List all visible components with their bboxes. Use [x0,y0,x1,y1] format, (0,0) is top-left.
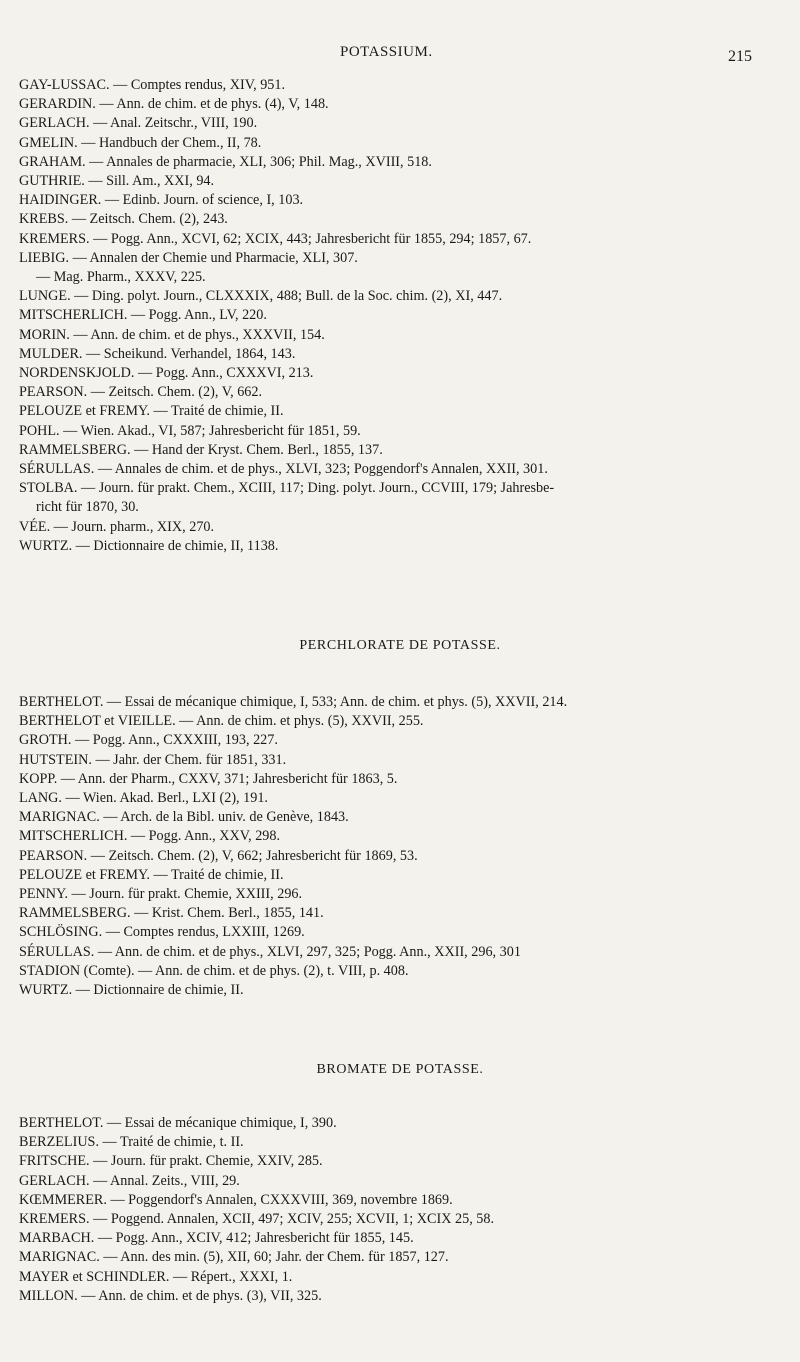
reference-entry: BERTHELOT et VIEILLE. — Ann. de chim. et phys. (5), XXVII, 255. [19,713,424,730]
reference-entry: MITSCHERLICH. — Pogg. Ann., XXV, 298. [19,828,281,845]
reference-entry: GERARDIN. — Ann. de chim. et de phys. (4), V, 148. [19,96,329,113]
reference-entry: MORIN. — Ann. de chim. et de phys., XXXVII, 154. [19,326,325,343]
reference-entry: GAY-LUSSAC. — Comptes rendus, XIV, 951. [19,77,286,93]
reference-entry: MARIGNAC. — Ann. des min. (5), XII, 60; Jahr. der Chem. für 1857, 127. [19,1249,449,1266]
reference-entry: HUTSTEIN. — Jahr. der Chem. für 1851, 331. [19,751,287,768]
reference-entry: KREMERS. — Poggend. Annalen, XCII, 497; XCIV, 255; XCVII, 1; XCIX 25, 58. [19,1211,495,1228]
reference-entry: GUTHRIE. — Sill. Am., XXI, 94. [19,173,215,190]
reference-entry: KOPP. — Ann. der Pharm., CXXV, 371; Jahresbericht für 1863, 5. [19,770,398,787]
reference-entry: RAMMELSBERG. — Krist. Chem. Berl., 1855, 141. [19,905,324,922]
reference-entry: GERLACH. — Anal. Zeitschr., VIII, 190. [19,115,258,132]
reference-entry: LUNGE. — Ding. polyt. Journ., CLXXXIX, 488; Bull. de la Soc. chim. (2), XI, 447. [19,288,503,305]
reference-entry: PEARSON. — Zeitsch. Chem. (2), V, 662. [19,384,263,401]
reference-entry: BERTHELOT. — Essai de mécanique chimique, I, 533; Ann. de chim. et phys. (5), XXVII, 214. [19,694,568,710]
reference-entry: WURTZ. — Dictionnaire de chimie, II, 1138. [19,537,279,554]
reference-entry: MARBACH. — Pogg. Ann., XCIV, 412; Jahresbericht für 1855, 145. [19,1230,414,1247]
reference-entry: SÉRULLAS. — Ann. de chim. et de phys., XLVI, 297, 325; Pogg. Ann., XXII, 296, 301 [19,943,521,960]
page-title: POTASSIUM. [340,44,433,60]
reference-entry: MILLON. — Ann. de chim. et de phys. (3), VII, 325. [19,1287,322,1304]
page-number: 215 [728,48,752,65]
reference-entry: SÉRULLAS. — Annales de chim. et de phys., XLVI, 323; Poggendorf's Annalen, XXII, 301. [19,461,548,478]
reference-entry: LIEBIG. — Annalen der Chemie und Pharmacie, XLI, 307. [19,249,358,266]
reference-entry: PENNY. — Journ. für prakt. Chemie, XXIII, 296. [19,886,303,903]
reference-entry: LANG. — Wien. Akad. Berl., LXI (2), 191. [19,790,268,807]
reference-entry: GRAHAM. — Annales de pharmacie, XLI, 306; Phil. Mag., XVIII, 518. [19,153,432,170]
potassium-reference-list [19,76,779,556]
reference-entry: SCHLÖSING. — Comptes rendus, LXXIII, 1269. [19,924,305,941]
reference-entry: GERLACH. — Annal. Zeits., VIII, 29. [19,1172,240,1189]
reference-entry: MITSCHERLICH. — Pogg. Ann., LV, 220. [19,307,267,324]
reference-entry: POHL. — Wien. Akad., VI, 587; Jahresbericht für 1851, 59. [19,422,361,439]
reference-entry-continuation: richt für 1870, 30. [36,499,139,516]
reference-entry: MULDER. — Scheikund. Verhandel, 1864, 143. [19,345,296,362]
section-heading-bromate: BROMATE DE POTASSE. [316,1062,484,1077]
perchlorate-reference-list [19,693,779,1000]
reference-entry: KŒMMERER. — Poggendorf's Annalen, CXXXVIII, 369, novembre 1869. [19,1191,453,1208]
reference-entry: STADION (Comte). — Ann. de chim. et de phys. (2), t. VIII, p. 408. [19,962,409,979]
reference-entry: NORDENSKJOLD. — Pogg. Ann., CXXXVI, 213. [19,365,314,382]
reference-entry: KREBS. — Zeitsch. Chem. (2), 243. [19,211,228,228]
reference-entry: MARIGNAC. — Arch. de la Bibl. univ. de Genève, 1843. [19,809,349,826]
reference-entry: STOLBA. — Journ. für prakt. Chem., XCIII, 117; Ding. polyt. Journ., CCVIII, 179; Jahresbe- [19,480,555,497]
reference-entry: KREMERS. — Pogg. Ann., XCVI, 62; XCIX, 443; Jahresbericht für 1855, 294; 1857, 67. [19,230,532,247]
running-header [0,44,800,68]
reference-entry: VÉE. — Journ. pharm., XIX, 270. [19,518,215,535]
reference-entry: PEARSON. — Zeitsch. Chem. (2), V, 662; Jahresbericht für 1869, 53. [19,847,418,864]
reference-entry: BERTHELOT. — Essai de mécanique chimique, I, 390. [19,1115,337,1131]
reference-entry: FRITSCHE. — Journ. für prakt. Chemie, XXIV, 285. [19,1153,323,1170]
reference-entry: RAMMELSBERG. — Hand der Kryst. Chem. Berl., 1855, 137. [19,441,383,458]
reference-entry: WURTZ. — Dictionnaire de chimie, II. [19,982,244,999]
reference-entry-continuation: — Mag. Pharm., XXXV, 225. [36,269,206,286]
reference-entry: HAIDINGER. — Edinb. Journ. of science, I, 103. [19,192,304,209]
reference-entry: GROTH. — Pogg. Ann., CXXXIII, 193, 227. [19,732,278,749]
reference-entry: PELOUZE et FREMY. — Traité de chimie, II. [19,866,284,883]
reference-entry: PELOUZE et FREMY. — Traité de chimie, II. [19,403,284,420]
section-heading-perchlorate: PERCHLORATE DE POTASSE. [299,638,501,653]
reference-entry: MAYER et SCHINDLER. — Répert., XXXI, 1. [19,1268,293,1285]
bromate-reference-list [19,1114,779,1306]
reference-entry: GMELIN. — Handbuch der Chem., II, 78. [19,134,262,151]
reference-entry: BERZELIUS. — Traité de chimie, t. II. [19,1134,244,1151]
